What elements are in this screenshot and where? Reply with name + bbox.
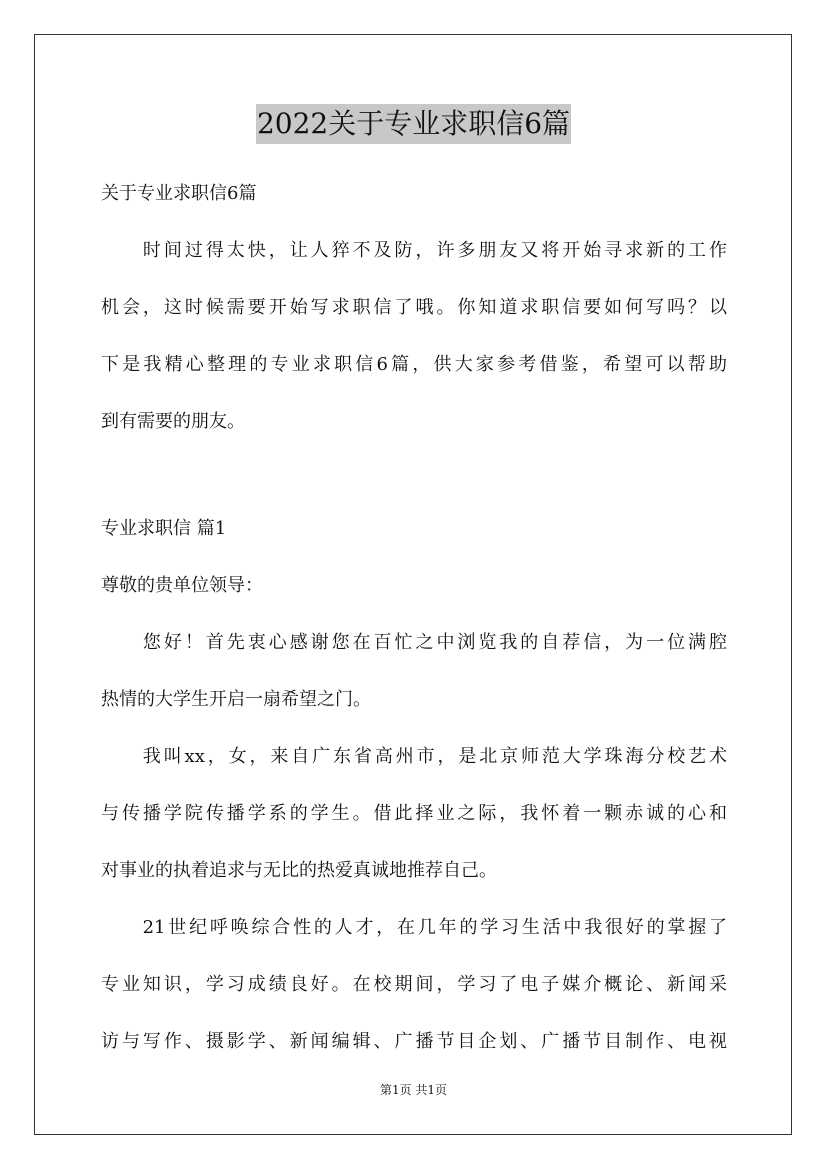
spacer [101,892,727,906]
spacer [101,550,727,564]
page-footer [0,1082,827,1098]
page-number-label: 第1页 共1页 [379,1083,448,1097]
spacer [101,778,727,792]
title-container [0,104,827,144]
salutation: 尊敬的贵单位领导： [101,575,263,596]
paragraph-line: 您好！首先衷心感谢您在百忙之中浏览我的自荐信，为一位满腔 [101,632,727,653]
paragraph-line: 访与写作、摄影学、新闻编辑、广播节目企划、广播节目制作、电视 [101,1031,727,1052]
spacer [101,443,727,507]
intro-heading: 关于专业求职信6篇 [101,183,257,204]
spacer [101,607,727,621]
paragraph-line: 我叫xx，女，来自广东省高州市，是北京师范大学珠海分校艺术 [101,746,727,767]
spacer [101,1006,727,1020]
paragraph-line: 热情的大学生开启一扇希望之门。 [101,689,371,710]
paragraph-line: 21世纪呼唤综合性的人才，在几年的学习生活中我很好的掌握了 [101,917,727,938]
spacer [101,721,727,735]
intro-line: 时间过得太快，让人猝不及防，许多朋友又将开始寻求新的工作 [101,240,727,261]
document-title: 2022关于专业求职信6篇 [256,104,571,144]
intro-line: 下是我精心整理的专业求职信6篇，供大家参考借鉴，希望可以帮助 [101,354,727,375]
spacer [101,386,727,400]
section-heading: 专业求职信 篇1 [101,518,227,539]
spacer [101,272,727,286]
document-body [101,172,727,1063]
intro-line: 到有需要的朋友。 [101,411,245,432]
paragraph-line: 对事业的执着追求与无比的热爱真诚地推荐自己。 [101,860,497,881]
intro-line: 机会，这时候需要开始写求职信了哦。你知道求职信要如何写吗？以 [101,297,727,318]
paragraph-line: 与传播学院传播学系的学生。借此择业之际，我怀着一颗赤诚的心和 [101,803,727,824]
paragraph-line: 专业知识，学习成绩良好。在校期间，学习了电子媒介概论、新闻采 [101,974,727,995]
spacer [101,664,727,678]
spacer [101,215,727,229]
spacer [101,835,727,849]
spacer [101,949,727,963]
spacer [101,329,727,343]
